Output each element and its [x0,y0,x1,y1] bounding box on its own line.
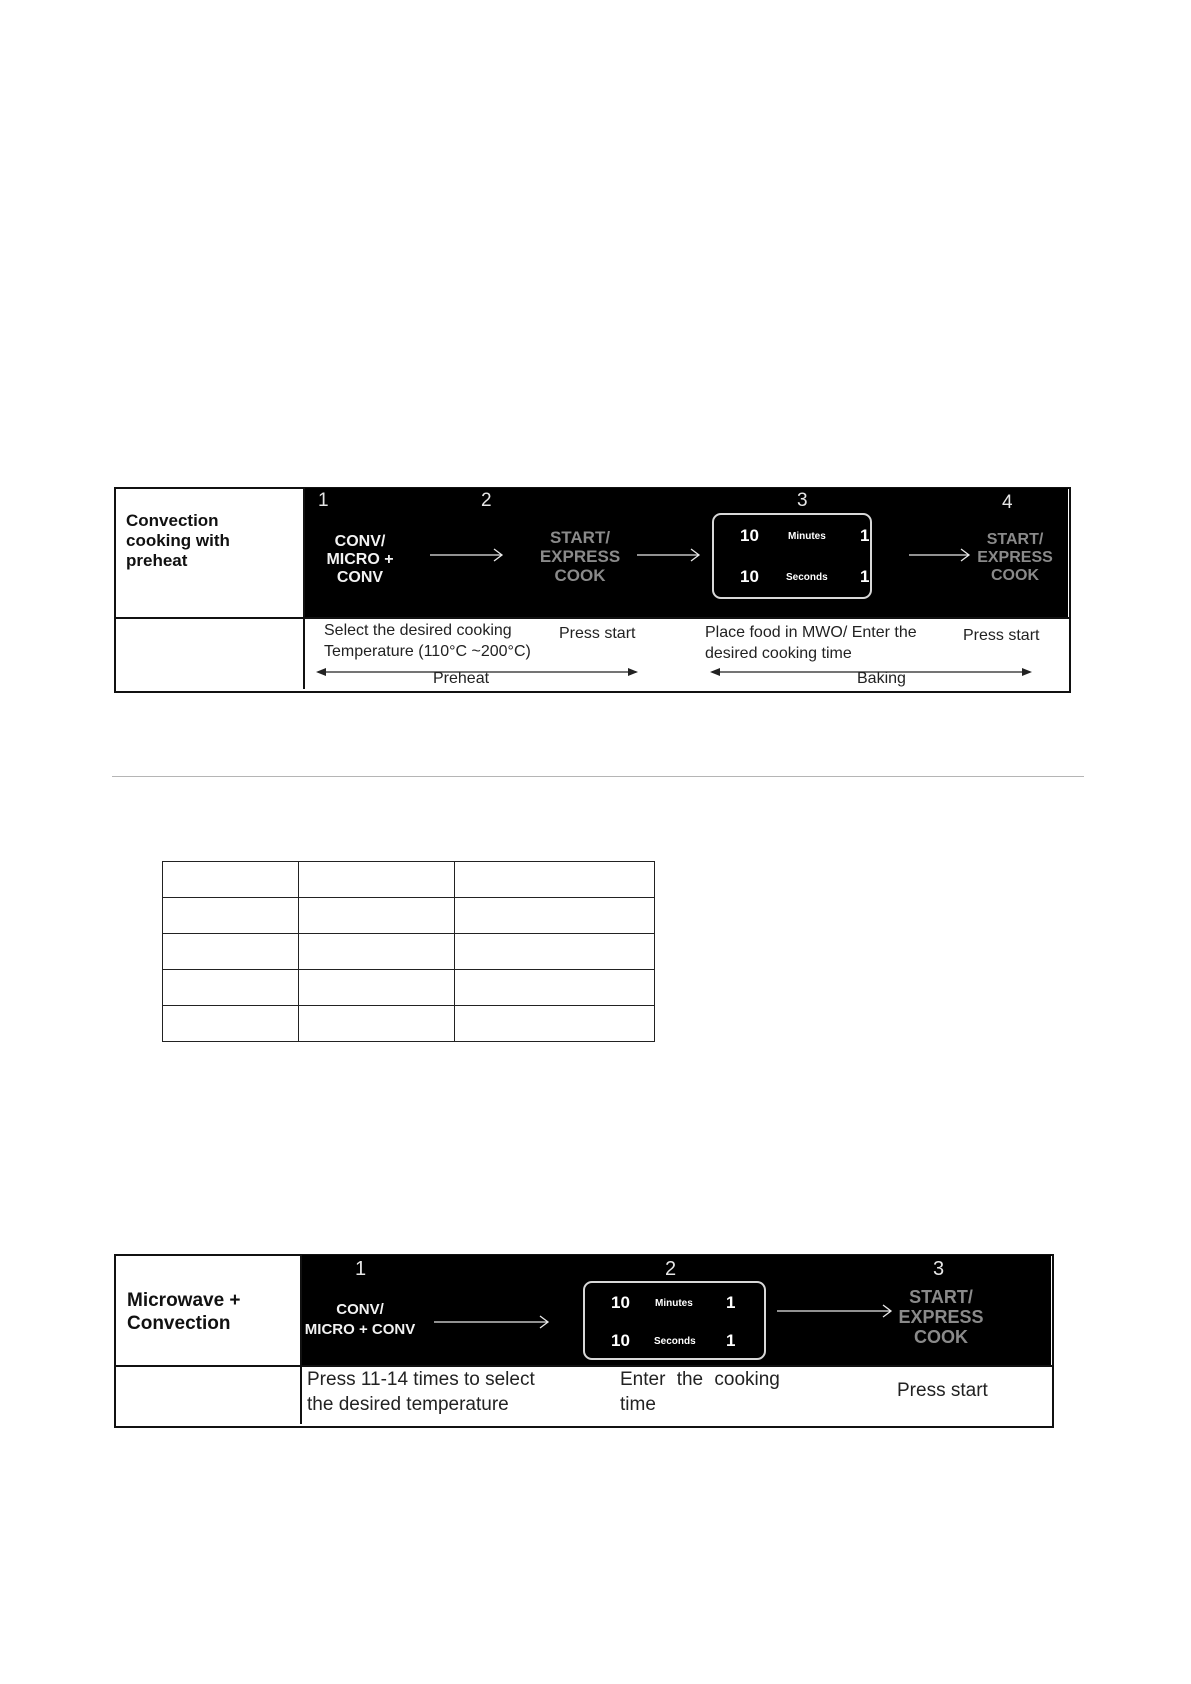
table-cell [163,970,299,1006]
table-cell [299,970,455,1006]
step-number: 3 [933,1258,945,1280]
table-cell [455,862,655,898]
step-number: 3 [797,490,808,511]
start-express-cook-button[interactable]: START/ EXPRESS COOK [977,531,1053,584]
ten-minutes-key[interactable]: 10 [740,526,759,545]
table-row [163,970,655,1006]
conv-micro-conv-button[interactable]: CONV/ MICRO + CONV [326,533,394,586]
one-second-key[interactable]: 1 [726,1331,736,1350]
table-row [163,898,655,934]
step-number: 1 [318,490,329,511]
step-description: Press start [559,625,636,642]
range-label: Baking [857,670,906,687]
table-cell [163,1006,299,1042]
table-cell [455,1006,655,1042]
range-label: Preheat [433,670,490,687]
table-cell [299,898,455,934]
step-number: 2 [481,490,492,511]
panel-divider [114,1365,1052,1367]
table-row [163,862,655,898]
table-cell [299,934,455,970]
table-cell [455,934,655,970]
seconds-label: Seconds [654,1336,696,1347]
seconds-label: Seconds [786,572,828,583]
one-second-key[interactable]: 1 [860,567,870,586]
one-minute-key[interactable]: 1 [860,526,870,545]
start-express-cook-button[interactable]: START/ EXPRESS COOK [898,1287,984,1348]
table-row [163,934,655,970]
conv-micro-conv-button[interactable]: CONV/ MICRO + CONV [304,1301,416,1339]
panel-divider [303,488,305,689]
ten-minutes-key[interactable]: 10 [611,1293,630,1312]
arrow-right-icon [434,1316,552,1328]
table-cell [299,1006,455,1042]
step-number: 2 [665,1258,677,1280]
step-description: Press start [963,627,1040,644]
table-row [163,1006,655,1042]
time-entry-keypad[interactable] [712,513,872,599]
panel-divider [114,617,1069,619]
table-cell [163,898,299,934]
blank-table [162,861,655,1042]
step-number: 4 [1002,492,1013,513]
ten-seconds-key[interactable]: 10 [740,567,759,586]
one-minute-key[interactable]: 1 [726,1293,736,1312]
mode-label: Convection cooking with preheat [126,511,230,570]
step-description: Place food in MWO/ Enter the desired cooking time [705,624,917,662]
step-description: Press 11-14 times to select the desired temperature [307,1369,535,1415]
minutes-label: Minutes [788,531,826,542]
start-express-cook-button[interactable]: START/ EXPRESS COOK [539,528,621,586]
table-cell [299,862,455,898]
table-cell [455,898,655,934]
step-description: Enter the cooking time [620,1369,780,1415]
table-cell [455,970,655,1006]
table-cell [163,862,299,898]
arrow-right-icon [637,549,703,561]
step-number: 1 [355,1258,367,1280]
table-cell [163,934,299,970]
step-description: Press start [897,1380,988,1401]
arrow-right-icon [909,549,973,561]
arrow-right-icon [777,1305,895,1317]
mode-label: Microwave + Convection [127,1290,241,1334]
arrow-right-icon [430,549,506,561]
step-description: Select the desired cooking Temperature (110°C ~200°C) [324,622,531,660]
ten-seconds-key[interactable]: 10 [611,1331,630,1350]
minutes-label: Minutes [655,1298,693,1309]
section-divider [112,776,1084,777]
